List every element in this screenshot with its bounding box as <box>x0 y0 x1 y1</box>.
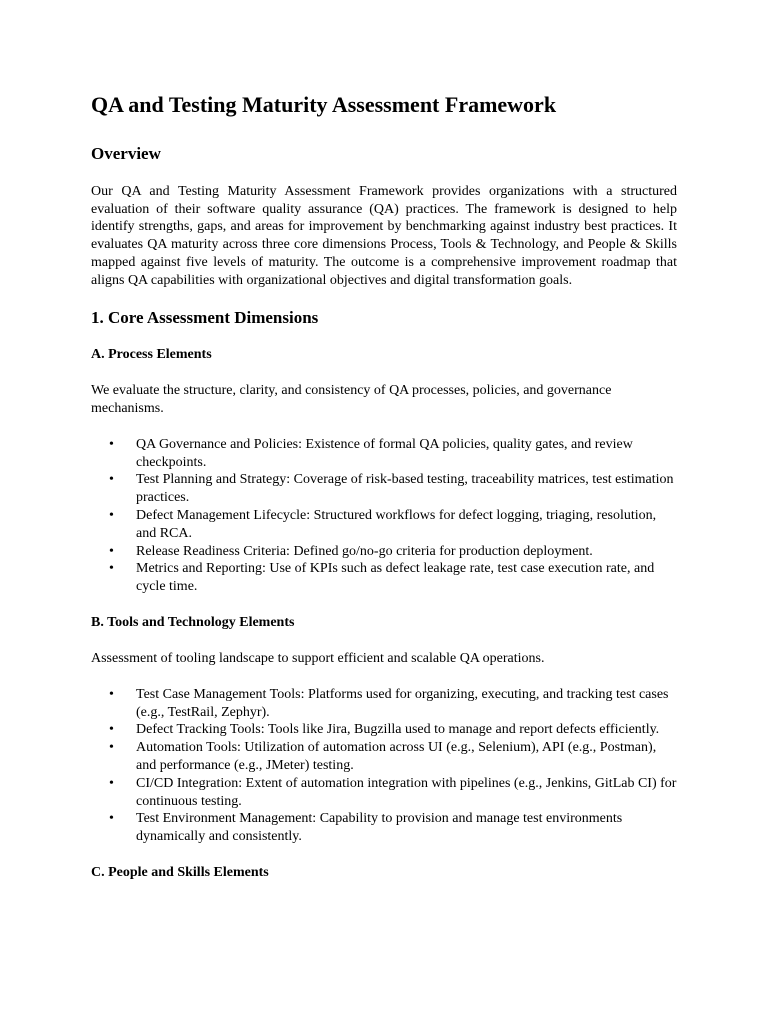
list-item <box>109 775 677 811</box>
list-item-text: Defect Tracking Tools: Tools like Jira, Bugzilla used to manage and report defects efficiently. <box>136 722 660 738</box>
list-item-text: CI/CD Integration: Extent of automation integration with pipelines (e.g., Jenkins, GitLab CI) for continuous testing. <box>136 775 677 809</box>
overview-heading: Overview <box>91 144 161 164</box>
list-item <box>109 810 677 846</box>
bullet-icon: • <box>109 436 114 452</box>
process-intro: We evaluate the structure, clarity, and consistency of QA processes, policies, and governance mechanisms. <box>91 383 612 416</box>
subsection-heading-tools: B. Tools and Technology Elements <box>91 614 295 630</box>
bullet-icon: • <box>109 543 114 559</box>
list-item-text: QA Governance and Policies: Existence of formal QA policies, quality gates, and review checkpoints. <box>136 436 633 470</box>
list-item <box>109 543 677 561</box>
list-item <box>109 507 677 543</box>
list-item-text: Metrics and Reporting: Use of KPIs such as defect leakage rate, test case execution rate, and cycle time. <box>136 561 655 595</box>
process-list <box>91 436 677 596</box>
page-title: QA and Testing Maturity Assessment Framework <box>91 92 557 117</box>
bullet-icon: • <box>109 472 114 488</box>
list-item-text: Test Planning and Strategy: Coverage of risk-based testing, traceability matrices, test estimation practices. <box>136 472 674 506</box>
bullet-icon: • <box>109 722 114 738</box>
bullet-icon: • <box>109 775 114 791</box>
subsection-heading-people: C. People and Skills Elements <box>91 865 269 881</box>
list-item-text: Release Readiness Criteria: Defined go/no-go criteria for production deployment. <box>136 543 593 559</box>
bullet-icon: • <box>109 811 114 827</box>
list-item-text: Automation Tools: Utilization of automation across UI (e.g., Selenium), API (e.g., Postman), and performance (e.g., JMeter) testing. <box>136 740 657 774</box>
list-item-text: Defect Management Lifecycle: Structured workflows for defect logging, triaging, resolution, and RCA. <box>136 507 657 541</box>
list-item-text: Test Environment Management: Capability to provision and manage test environments dynamically and consistently. <box>136 811 623 845</box>
section-heading-core-dimensions: 1. Core Assessment Dimensions <box>91 307 319 327</box>
list-item <box>109 739 677 775</box>
overview-paragraph: Our QA and Testing Maturity Assessment Framework provides organizations with a structured evaluation of their software quality assurance (QA) practices. The framework is designed to help identify strengths, gaps, and areas for improvement by benchmarking against industry best practices. It evaluates QA maturity across three core dimensions Process, Tools & Technology, and People & Skills mapped against five levels of maturity. The outcome is a comprehensive improvement roadmap that aligns QA capabilities with organizational objectives and digital transformation goals. <box>91 183 677 288</box>
list-item-text: Test Case Management Tools: Platforms used for organizing, executing, and tracking test cases (e.g., TestRail, Zephyr). <box>136 686 669 720</box>
list-item <box>109 471 677 507</box>
tools-list <box>91 686 677 846</box>
list-item <box>109 721 677 739</box>
bullet-icon: • <box>109 507 114 523</box>
bullet-icon: • <box>109 561 114 577</box>
subsection-heading-process: A. Process Elements <box>91 346 212 362</box>
tools-intro: Assessment of tooling landscape to support efficient and scalable QA operations. <box>91 651 545 667</box>
list-item <box>109 436 677 472</box>
list-item <box>109 686 677 722</box>
list-item <box>109 560 677 596</box>
bullet-icon: • <box>109 740 114 756</box>
bullet-icon: • <box>109 686 114 702</box>
